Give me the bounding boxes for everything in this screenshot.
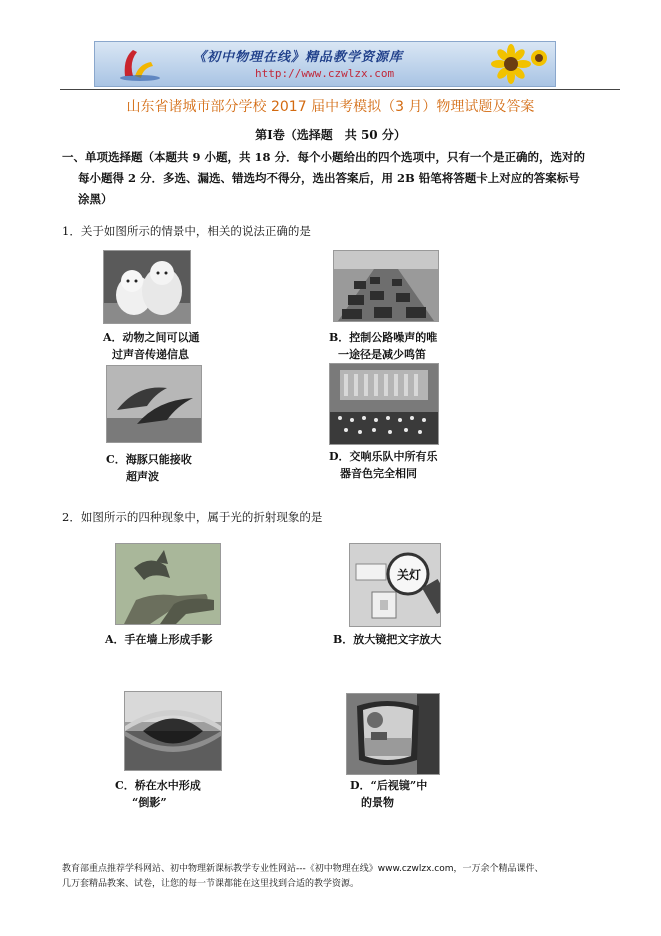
q1-option-c [106,451,192,485]
option-line: B．放大镜把文字放大 [333,633,442,646]
dogs-image [103,250,191,324]
sunflower-icon [489,44,549,84]
q2-option-b [333,631,441,648]
volume-heading: 第Ⅰ卷（选择题 共 50 分） [255,128,406,142]
banner-title: 《初中物理在线》精品教学资源库 [193,50,404,65]
footer-line: 几万套精品教案、试卷，让您的每一节课都能在这里找到合适的教学资源。 [62,879,360,889]
option-line: A．手在墙上形成手影 [105,633,213,646]
q1-option-a [103,329,200,363]
banner [94,41,556,87]
option-line: D．交响乐队中所有乐 [329,450,438,463]
magnifier-image [349,543,441,627]
option-line: C．桥在水中形成 [115,779,201,792]
option-line: 器音色完全相同 [340,467,417,480]
header-rule [60,89,620,90]
traffic-image [333,250,439,322]
instruction-line: 每小题得 2 分．多选、漏选、错选均不得分，选出答案后，用 2B 铅笔将答题卡上对应的答案标号 [78,171,580,185]
option-line: 一途径是减少鸣笛 [338,348,426,361]
option-line: D．“后视镜”中 [350,779,428,792]
question-1-stem: 1．关于如图所示的情景中，相关的说法正确的是 [62,224,311,238]
option-line: 超声波 [126,470,159,483]
question-2-stem: 2．如图所示的四种现象中，属于光的折射现象的是 [62,510,323,524]
option-line: B．控制公路噪声的唯 [329,331,438,344]
section-instructions [62,147,585,210]
rearview-mirror-image [346,693,440,775]
page-footer [62,862,602,892]
instruction-line: 涂黑） [78,192,113,206]
option-line: A．动物之间可以通 [103,331,200,344]
hand-shadow-image [115,543,221,625]
footer-line: 教育部重点推荐学科网站、初中物理新课标教学专业性网站---《初中物理在线》www.czwlzx.com，一万余个精品课件、 [62,864,544,874]
dolphins-image [106,365,202,443]
q2-option-d [350,777,427,811]
bridge-image [124,691,222,771]
q2-option-a [105,631,213,648]
banner-url[interactable]: http://www.czwlzx.com [255,67,395,80]
option-line: “倒影” [132,796,167,809]
orchestra-image [329,363,439,445]
q2-option-c [115,777,201,811]
page-title: 山东省诸城市部分学校 2017 届中考模拟（3 月）物理试题及答案 [126,99,535,115]
option-line: C．海豚只能接收 [106,453,192,466]
instruction-line: 一、单项选择题（本题共 9 小题，共 18 分．每个小题给出的四个选项中，只有一个是正确的，选对的 [62,150,586,164]
sign-text: 关灯 [397,568,422,582]
site-logo-icon [117,46,163,82]
option-line: 过声音传递信息 [112,348,189,361]
q1-option-b [329,329,437,363]
q1-option-d [329,448,438,482]
option-line: 的景物 [361,796,394,809]
